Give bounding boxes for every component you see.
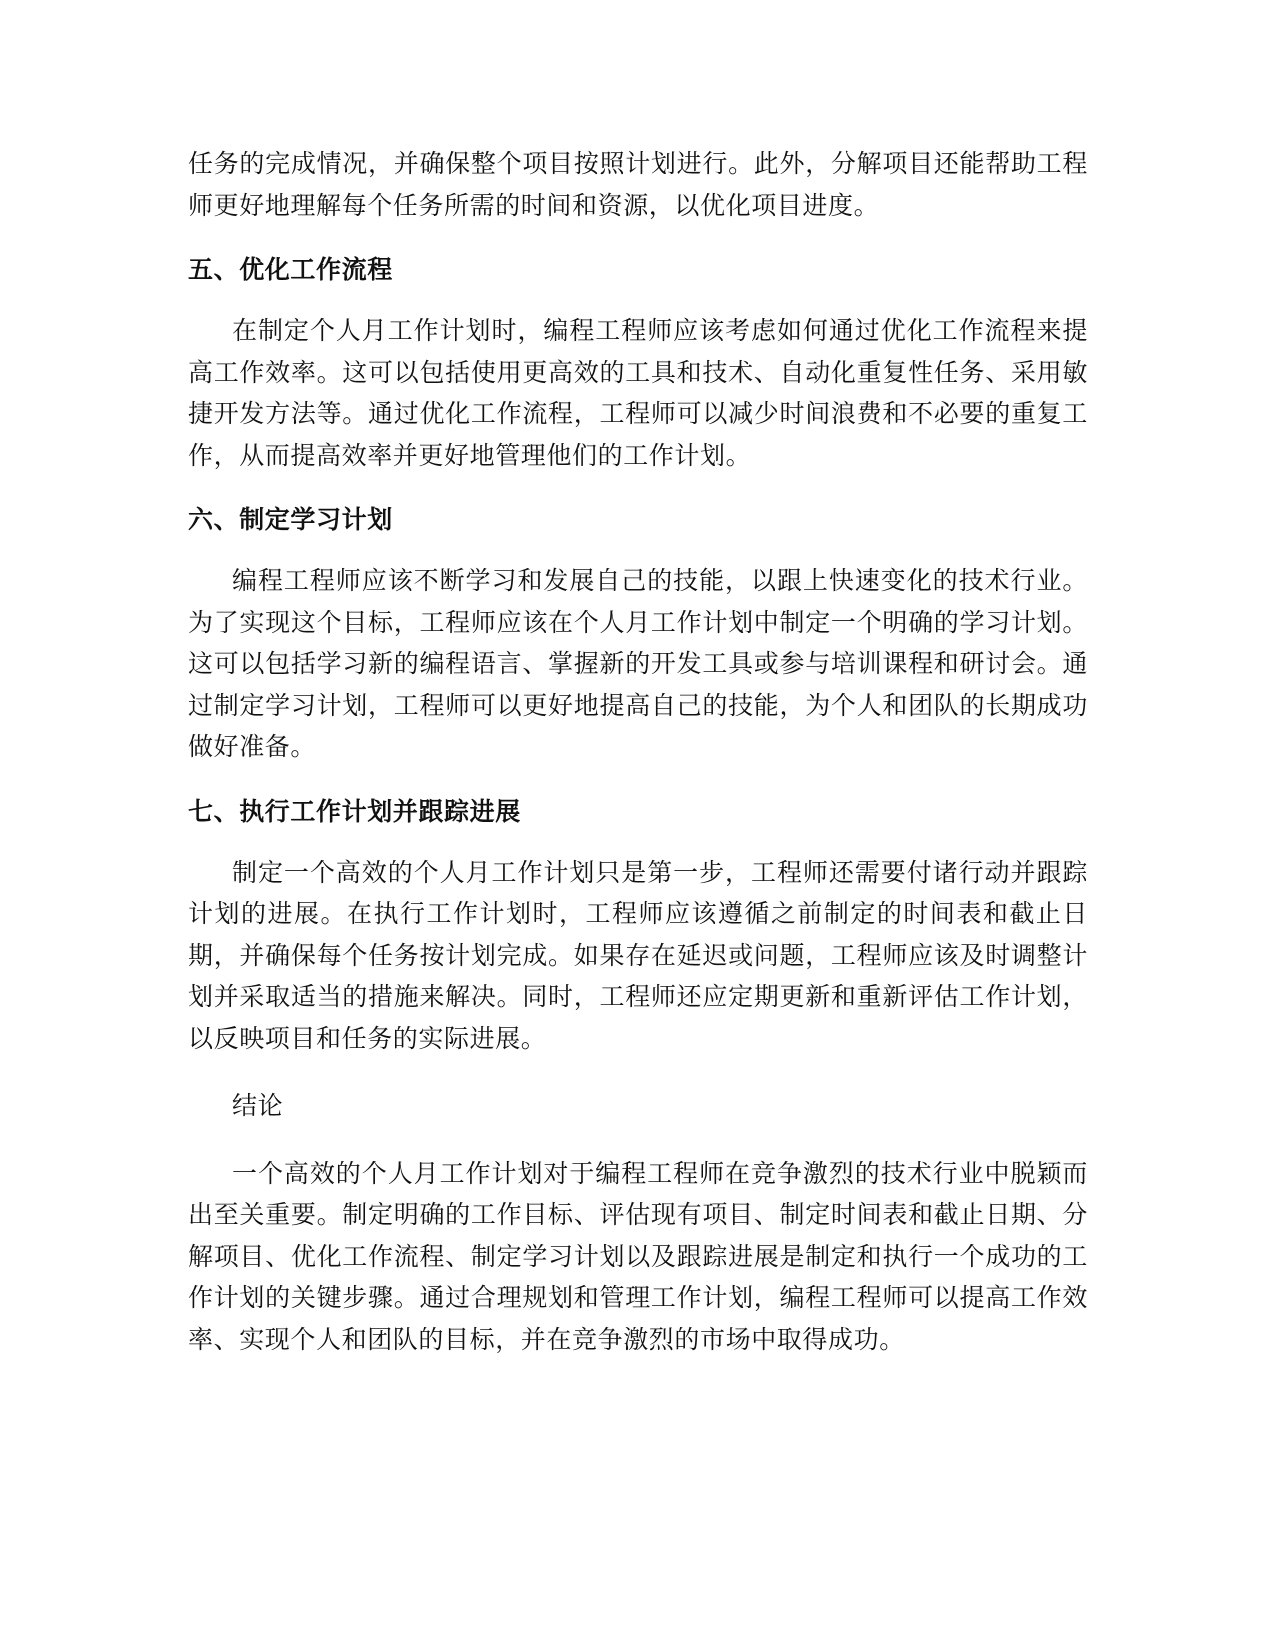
section-heading-7: 七、执行工作计划并跟踪进展 [188, 796, 521, 826]
section-body-7: 制定一个高效的个人月工作计划只是第一步，工程师还需要付诸行动并跟踪计划的进展。在执行工作计划时，工程师应该遵循之前制定的时间表和截止日期，并确保每个任务按计划完成。如果存在延迟或问题，工程师应该及时调整计划并采取适当的措施来解决。同时，工程师还应定期更新和重新评估工作计划，以反映项目和任务的实际进展。 [188, 857, 1088, 1053]
conclusion-label: 结论 [232, 1091, 284, 1120]
section-body-5: 在制定个人月工作计划时，编程工程师应该考虑如何通过优化工作流程来提高工作效率。这可以包括使用更高效的工具和技术、自动化重复性任务、采用敏捷开发方法等。通过优化工作流程，工程师可以减少时间浪费和不必要的重复工作，从而提高效率并更好地管理他们的工作计划。 [188, 316, 1088, 470]
section-heading-5: 五、优化工作流程 [188, 255, 393, 284]
section-body-6: 编程工程师应该不断学习和发展自己的技能，以跟上快速变化的技术行业。为了实现这个目标，工程师应该在个人月工作计划中制定一个明确的学习计划。这可以包括学习新的编程语言、掌握新的开发工具或参与培训课程和研讨会。通过制定学习计划，工程师可以更好地提高自己的技能，为个人和团队的长期成功做好准备。 [188, 566, 1088, 761]
section-heading-6: 六、制定学习计划 [188, 505, 393, 534]
document-content [188, 143, 1088, 1360]
conclusion-paragraph: 一个高效的个人月工作计划对于编程工程师在竞争激烈的技术行业中脱颖而出至关重要。制定明确的工作目标、评估现有项目、制定时间表和截止日期、分解项目、优化工作流程、制定学习计划以及跟踪进展是制定和执行一个成功的工作计划的关键步骤。通过合理规划和管理工作计划，编程工程师可以提高工作效率、实现个人和团队的目标，并在竞争激烈的市场中取得成功。 [188, 1158, 1088, 1354]
intro-paragraph: 任务的完成情况，并确保整个项目按照计划进行。此外，分解项目还能帮助工程师更好地理解每个任务所需的时间和资源，以优化项目进度。 [188, 149, 1088, 220]
